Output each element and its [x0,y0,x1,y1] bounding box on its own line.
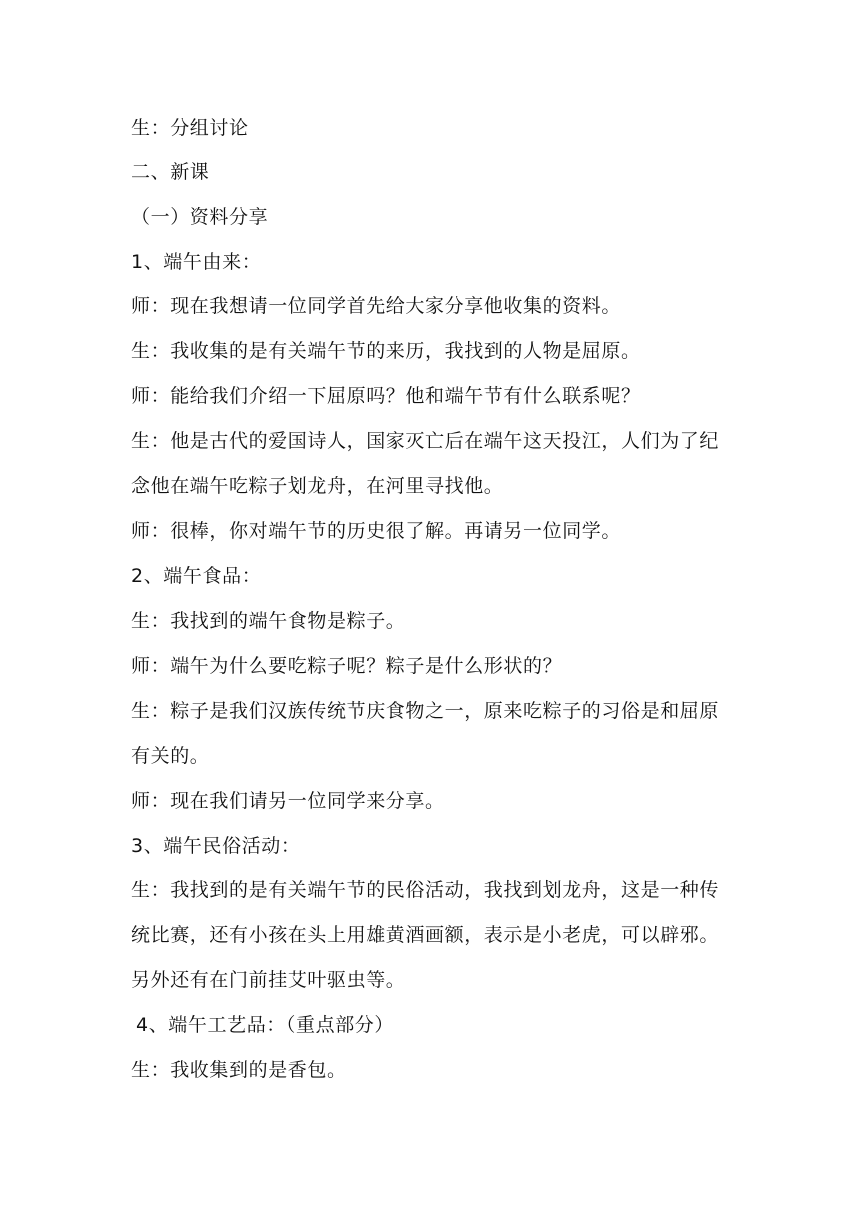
paragraph-line: 生：我收集到的是香包。 [131,1059,347,1081]
paragraph-line: 师：现在我想请一位同学首先给大家分享他收集的资料。 [131,295,622,317]
topic-heading: 1、端午由来： [131,251,262,273]
paragraph-line: 师：能给我们介绍一下屈原吗？他和端午节有什么联系呢？ [131,385,641,407]
topic-heading: 2、端午食品： [131,565,262,587]
paragraph-line: 生：分组讨论 [131,117,249,139]
paragraph-line: 师：现在我们请另一位同学来分享。 [131,790,445,812]
topic-heading: 3、端午民俗活动： [131,835,301,857]
paragraph-line: 有关的。 [131,745,210,767]
paragraph-line: 师：很棒，你对端午节的历史很了解。再请另一位同学。 [131,520,622,542]
paragraph-line: 师：端午为什么要吃粽子呢？粽子是什么形状的？ [131,655,563,677]
section-heading: 二、新课 [131,161,210,183]
subsection-heading: （一）资料分享 [131,206,269,228]
paragraph-line: 生：粽子是我们汉族传统节庆食物之一，原来吃粽子的习俗是和屈原 [131,700,720,722]
topic-heading: 4、端午工艺品：（重点部分） [136,1014,394,1036]
paragraph-line: 统比赛，还有小孩在头上用雄黄酒画额，表示是小老虎，可以辟邪。 [131,924,720,946]
paragraph-line: 另外还有在门前挂艾叶驱虫等。 [131,969,406,991]
paragraph-line: 念他在端午吃粽子划龙舟，在河里寻找他。 [131,475,504,497]
paragraph-line: 生：我找到的端午食物是粽子。 [131,610,406,632]
paragraph-line: 生：我找到的是有关端午节的民俗活动，我找到划龙舟，这是一种传 [131,879,720,901]
paragraph-line: 生：我收集的是有关端午节的来历，我找到的人物是屈原。 [131,340,641,362]
paragraph-line: 生：他是古代的爱国诗人，国家灭亡后在端午这天投江，人们为了纪 [131,430,720,452]
